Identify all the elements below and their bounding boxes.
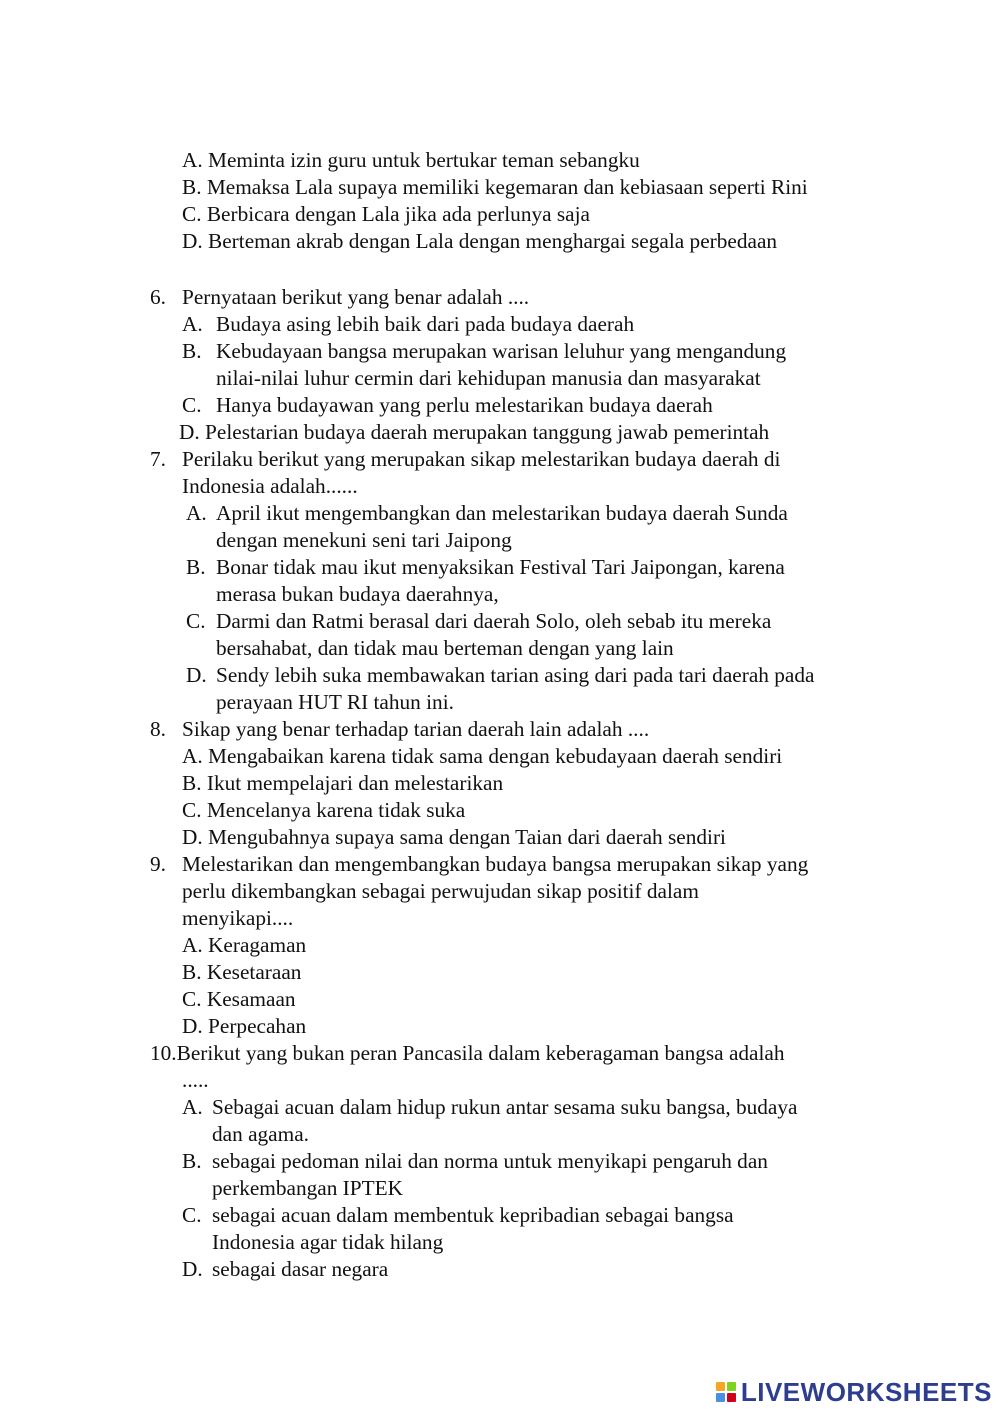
q8-option-b: B. Ikut mempelajari dan melestarikan — [182, 771, 504, 795]
q7-option-a-line1: April ikut mengembangkan dan melestarikan budaya daerah Sunda — [216, 501, 788, 525]
logo-square-1 — [716, 1382, 725, 1391]
q7-option-b-line1: Bonar tidak mau ikut menyaksikan Festival Tari Jaipongan, karena — [216, 555, 785, 579]
q9-option-a: A. Keragaman — [182, 933, 307, 957]
brand-name: LIVEWORKSHEETS — [740, 1376, 992, 1407]
q5-option-b: B. Memaksa Lala supaya memiliki kegemaran dan kebiasaan seperti Rini — [182, 175, 808, 199]
q9-stem-line1: Melestarikan dan mengembangkan budaya bangsa merupakan sikap yang — [182, 852, 809, 876]
q9-option-b: B. Kesetaraan — [182, 960, 302, 984]
q10-stem-line2: ..... — [182, 1068, 209, 1092]
q7-stem-line1: Perilaku berikut yang merupakan sikap melestarikan budaya daerah di — [182, 447, 781, 471]
q7-d-letter: D. — [186, 663, 207, 687]
logo-grid-icon — [716, 1382, 736, 1402]
q5-option-a: A. Meminta izin guru untuk bertukar teman sebangku — [182, 148, 640, 172]
q10-c-letter: C. — [182, 1203, 202, 1227]
q10-option-a-line2: dan agama. — [212, 1122, 309, 1146]
q6-option-d: D. Pelestarian budaya daerah merupakan tanggung jawab pemerintah — [179, 420, 770, 444]
q8-option-d: D. Mengubahnya supaya sama dengan Taian dari daerah sendiri — [182, 825, 726, 849]
q5-option-c: C. Berbicara dengan Lala jika ada perlunya saja — [182, 202, 590, 226]
q7-b-letter: B. — [186, 555, 206, 579]
q10-option-c-line1: sebagai acuan dalam membentuk kepribadian sebagai bangsa — [212, 1203, 734, 1227]
q10-option-a-line1: Sebagai acuan dalam hidup rukun antar sesama suku bangsa, budaya — [212, 1095, 798, 1119]
q6-option-b-line2: nilai-nilai luhur cermin dari kehidupan manusia dan masyarakat — [216, 366, 761, 390]
q9-stem-line3: menyikapi.... — [182, 906, 294, 930]
q7-number: 7. — [150, 447, 166, 471]
q6-option-c: Hanya budayawan yang perlu melestarikan budaya daerah — [216, 393, 713, 417]
q7-option-c-line1: Darmi dan Ratmi berasal dari daerah Solo, oleh sebab itu mereka — [216, 609, 772, 633]
q8-option-c: C. Mencelanya karena tidak suka — [182, 798, 466, 822]
q7-option-c-line2: bersahabat, dan tidak mau berteman dengan yang lain — [216, 636, 674, 660]
q7-stem-line2: Indonesia adalah...... — [182, 474, 358, 498]
q6-number: 6. — [150, 285, 166, 309]
q9-stem-line2: perlu dikembangkan sebagai perwujudan sikap positif dalam — [182, 879, 699, 903]
q6-stem: Pernyataan berikut yang benar adalah .... — [182, 285, 530, 309]
q7-option-d-line1: Sendy lebih suka membawakan tarian asing dari pada tari daerah pada — [216, 663, 815, 687]
q7-a-letter: A. — [186, 501, 207, 525]
logo-square-2 — [727, 1382, 736, 1391]
q9-option-d: D. Perpecahan — [182, 1014, 307, 1038]
q5-option-d: D. Berteman akrab dengan Lala dengan menghargai segala perbedaan — [182, 229, 778, 253]
q10-a-letter: A. — [182, 1095, 203, 1119]
q10-d-letter: D. — [182, 1257, 203, 1281]
q6-option-a: Budaya asing lebih baik dari pada budaya daerah — [216, 312, 635, 336]
q8-option-a: A. Mengabaikan karena tidak sama dengan kebudayaan daerah sendiri — [182, 744, 783, 768]
q6-b-letter: B. — [182, 339, 202, 363]
q9-option-c: C. Kesamaan — [182, 987, 296, 1011]
q10-option-d-line1: sebagai dasar negara — [212, 1257, 389, 1281]
q10-option-b-line1: sebagai pedoman nilai dan norma untuk menyikapi pengaruh dan — [212, 1149, 768, 1173]
q7-option-b-line2: merasa bukan budaya daerahnya, — [216, 582, 499, 606]
q10-option-b-line2: perkembangan IPTEK — [212, 1176, 404, 1200]
q10-option-c-line2: Indonesia agar tidak hilang — [212, 1230, 444, 1254]
q6-a-letter: A. — [182, 312, 203, 336]
q10-stem-line1: 10.Berikut yang bukan peran Pancasila dalam keberagaman bangsa adalah — [150, 1041, 785, 1065]
q6-option-b-line1: Kebudayaan bangsa merupakan warisan leluhur yang mengandung — [216, 339, 787, 363]
q8-number: 8. — [150, 717, 166, 741]
q10-b-letter: B. — [182, 1149, 202, 1173]
q9-number: 9. — [150, 852, 166, 876]
q8-stem: Sikap yang benar terhadap tarian daerah lain adalah .... — [182, 717, 650, 741]
logo-square-4 — [727, 1393, 736, 1402]
q6-c-letter: C. — [182, 393, 202, 417]
q7-c-letter: C. — [186, 609, 206, 633]
q7-option-d-line2: perayaan HUT RI tahun ini. — [216, 690, 454, 714]
q7-option-a-line2: dengan menekuni seni tari Jaipong — [216, 528, 512, 552]
logo-square-3 — [716, 1393, 725, 1402]
liveworksheets-logo — [716, 1377, 992, 1407]
